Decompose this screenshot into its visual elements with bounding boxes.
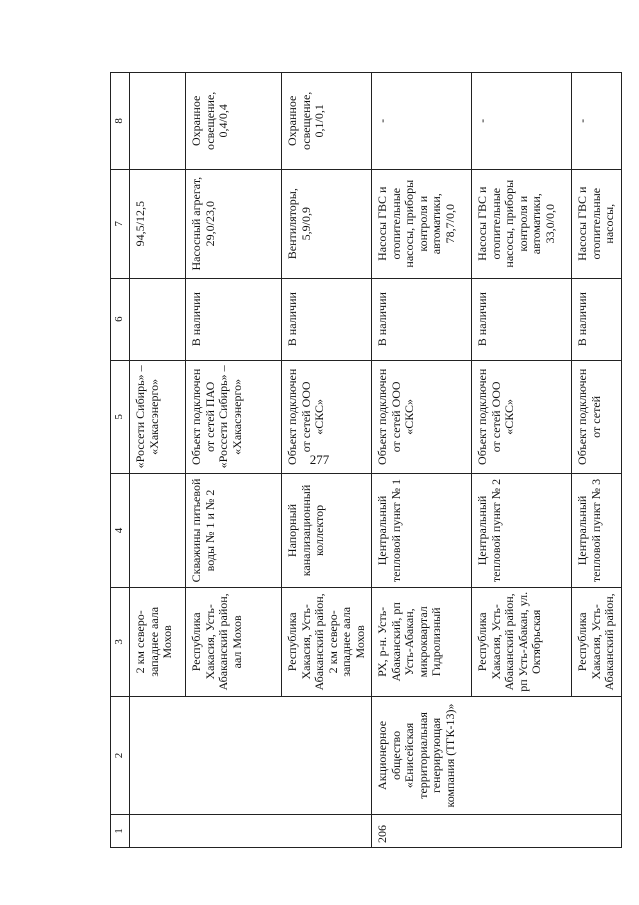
column-header: 1: [111, 815, 130, 848]
table-cell: [282, 815, 372, 848]
table-cell: Насосы ГВС и отопительные насосы, приборы контроля и автоматики, 78,7/0,0: [372, 169, 472, 278]
table-rotated-container: [110, 72, 616, 848]
table-cell: Центральный тепловой пункт № 3: [572, 474, 622, 588]
table-cell: [130, 73, 186, 170]
table-cell: Вентиляторы, 5,9/0,9: [282, 169, 372, 278]
table-cell: Насосы ГВС и отопительные насосы, приборы контроля и автоматики, 33,0/0,0: [472, 169, 572, 278]
table-cell: Объект подключен от сетей ООО «СКС»: [282, 360, 372, 474]
table-row: [372, 73, 472, 848]
table-cell: Республика Хакасия, Усть-Абаканский район,: [572, 587, 622, 696]
table-cell: [186, 815, 282, 848]
table-cell: [130, 278, 186, 360]
table-cell: [282, 696, 372, 814]
page-number: 277: [309, 452, 330, 467]
column-header: 2: [111, 696, 130, 814]
column-header: 8: [111, 73, 130, 170]
table-cell: Республика Хакасия, Усть-Абаканский район, аал Мохов: [186, 587, 282, 696]
column-header: 7: [111, 169, 130, 278]
table-cell: -: [472, 73, 572, 170]
table-cell: [572, 815, 622, 848]
table-row: [186, 73, 282, 848]
table-cell: Объект подключен от сетей ПАО «Россети Сибирь» – «Хакасэнерго»: [186, 360, 282, 474]
table-cell: Скважины питьевой воды № 1 и № 2: [186, 474, 282, 588]
table-row: [572, 73, 622, 848]
table-cell: [130, 815, 186, 848]
table-cell: В наличии: [186, 278, 282, 360]
table-row: [282, 73, 372, 848]
table-cell: [186, 696, 282, 814]
table-cell: Центральный тепловой пункт № 2: [472, 474, 572, 588]
table-cell: Республика Хакасия, Усть-Абаканский район, 2 км северо-западнее аала Мохов: [282, 587, 372, 696]
table-cell: [572, 696, 622, 814]
table-cell: Объект подключен от сетей: [572, 360, 622, 474]
table-cell: [130, 696, 186, 814]
table-row: [472, 73, 572, 848]
table-cell: [472, 696, 572, 814]
table-cell: [130, 474, 186, 588]
table-cell: В наличии: [372, 278, 472, 360]
table-cell: Акционерное общество «Енисейская территориальная генерирующая компания (ТГК-13)»: [372, 696, 472, 814]
table-cell: Охранное освещение, 0,4/0,4: [186, 73, 282, 170]
table-cell: Охранное освещение, 0,1/0,1: [282, 73, 372, 170]
table-cell: «Россети Сибирь» – «Хакасэнерго»: [130, 360, 186, 474]
table-cell: 2 км северо-западнее аала Мохов: [130, 587, 186, 696]
table-cell: 206: [372, 815, 472, 848]
table-cell: Насосы ГВС и отопительные насосы,: [572, 169, 622, 278]
table-cell: В наличии: [572, 278, 622, 360]
table-cell: Объект подключен от сетей ООО «СКС»: [472, 360, 572, 474]
table-cell: -: [572, 73, 622, 170]
header-row: [111, 73, 130, 848]
table-row: [130, 73, 186, 848]
table-cell: 94,5/12,5: [130, 169, 186, 278]
table-cell: Насосный агрегат, 29,0/23,0: [186, 169, 282, 278]
table-cell: Центральный тепловой пункт № 1: [372, 474, 472, 588]
column-header: 3: [111, 587, 130, 696]
column-header: 4: [111, 474, 130, 588]
table-cell: [472, 815, 572, 848]
table-cell: Напорный канализационный коллектор: [282, 474, 372, 588]
table-cell: РХ, р-н. Усть-Абаканский, рп Усть-Абакан, микроквартал Гидролизный: [372, 587, 472, 696]
column-header: 5: [111, 360, 130, 474]
table-cell: В наличии: [282, 278, 372, 360]
table-cell: В наличии: [472, 278, 572, 360]
data-table: [110, 72, 622, 848]
column-header: 6: [111, 278, 130, 360]
table-cell: Республика Хакасия, Усть-Абаканский район, рп Усть-Абакан, ул. Октябрьская: [472, 587, 572, 696]
table-cell: -: [372, 73, 472, 170]
table-cell: Объект подключен от сетей ООО «СКС»: [372, 360, 472, 474]
